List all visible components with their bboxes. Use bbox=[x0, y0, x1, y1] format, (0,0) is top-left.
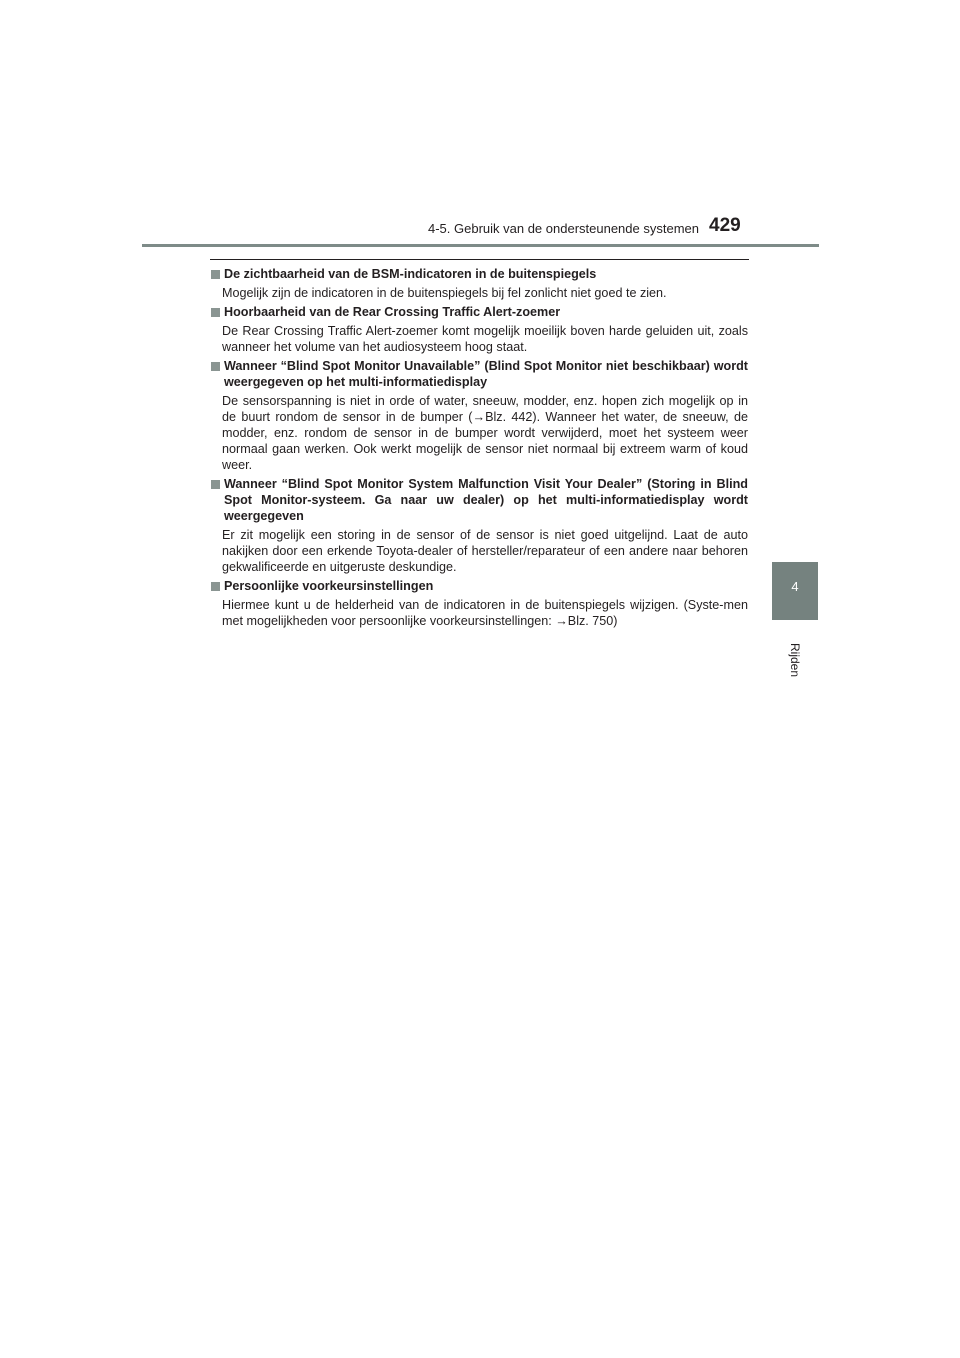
section-heading bbox=[211, 476, 748, 524]
section-heading bbox=[211, 358, 748, 390]
square-bullet-icon bbox=[211, 480, 220, 489]
section-body: Hiermee kunt u de helderheid van de indicatoren in de buitenspiegels wijzigen. (Syste-men met mogelijkheden voor persoonlijke voorkeursinstellingen: →Blz. 750) bbox=[222, 598, 748, 628]
square-bullet-icon bbox=[211, 582, 220, 591]
section-body: Mogelijk zijn de indicatoren in de buitenspiegels bij fel zonlicht niet goed te zien. bbox=[222, 286, 667, 300]
section-heading bbox=[211, 304, 748, 320]
chapter-tab bbox=[772, 562, 818, 620]
section-heading-text: Wanneer “Blind Spot Monitor Unavailable” (Blind Spot Monitor niet beschikbaar) wordt weergegeven op het multi-informatiedisplay bbox=[224, 359, 748, 389]
section-heading bbox=[211, 578, 748, 594]
square-bullet-icon bbox=[211, 270, 220, 279]
section-body: De Rear Crossing Traffic Alert-zoemer komt mogelijk moeilijk boven harde geluiden uit, zoals wanneer het volume van het audiosysteem hoog staat. bbox=[222, 324, 748, 354]
page-number: 429 bbox=[709, 215, 741, 236]
content-body bbox=[211, 266, 748, 632]
section-bsm-visibility bbox=[211, 266, 748, 301]
square-bullet-icon bbox=[211, 362, 220, 371]
square-bullet-icon bbox=[211, 308, 220, 317]
chapter-title: 4-5. Gebruik van de ondersteunende systemen bbox=[427, 221, 699, 236]
chapter-number: 4 bbox=[791, 579, 799, 594]
chapter-label: Rijden bbox=[788, 642, 802, 678]
section-body: Er zit mogelijk een storing in de sensor of de sensor is niet goed uitgelijnd. Laat de auto nakijken door een erkende Toyota-dealer of hersteller/reparateur of een andere naar behoren gekwalificeerde en uitgeruste deskundige. bbox=[222, 528, 748, 574]
section-monitor-unavailable bbox=[211, 358, 748, 473]
section-heading-text: Wanneer “Blind Spot Monitor System Malfunction Visit Your Dealer” (Storing in Blind Spot Monitor-systeem. Ga naar uw dealer) op het multi-informatiedisplay wordt weergegeven bbox=[224, 477, 748, 523]
section-heading-text: De zichtbaarheid van de BSM-indicatoren in de buitenspiegels bbox=[224, 267, 597, 281]
section-buzzer-audibility bbox=[211, 304, 748, 355]
section-heading-text: Hoorbaarheid van de Rear Crossing Traffic Alert-zoemer bbox=[224, 305, 561, 319]
chapter-side-label bbox=[782, 630, 808, 690]
section-heading-text: Persoonlijke voorkeursinstellingen bbox=[224, 579, 434, 593]
section-personal-settings bbox=[211, 578, 748, 629]
section-heading bbox=[211, 266, 748, 282]
section-system-malfunction bbox=[211, 476, 748, 575]
section-body: De sensorspanning is niet in orde of water, sneeuw, modder, enz. hopen zich mogelijk op in de buurt rondom de sensor in de bumper (→Blz. 442). Wanneer het water, de sneeuw, de modder, enz. rondom de sensor in de bumper wordt verwijderd, moet het systeem weer normaal gaan werken. Ook werkt mogelijk de sensor niet normaal bij extreem warm of koud weer. bbox=[222, 394, 748, 472]
header-rule bbox=[142, 244, 819, 247]
content-top-rule bbox=[210, 259, 749, 260]
